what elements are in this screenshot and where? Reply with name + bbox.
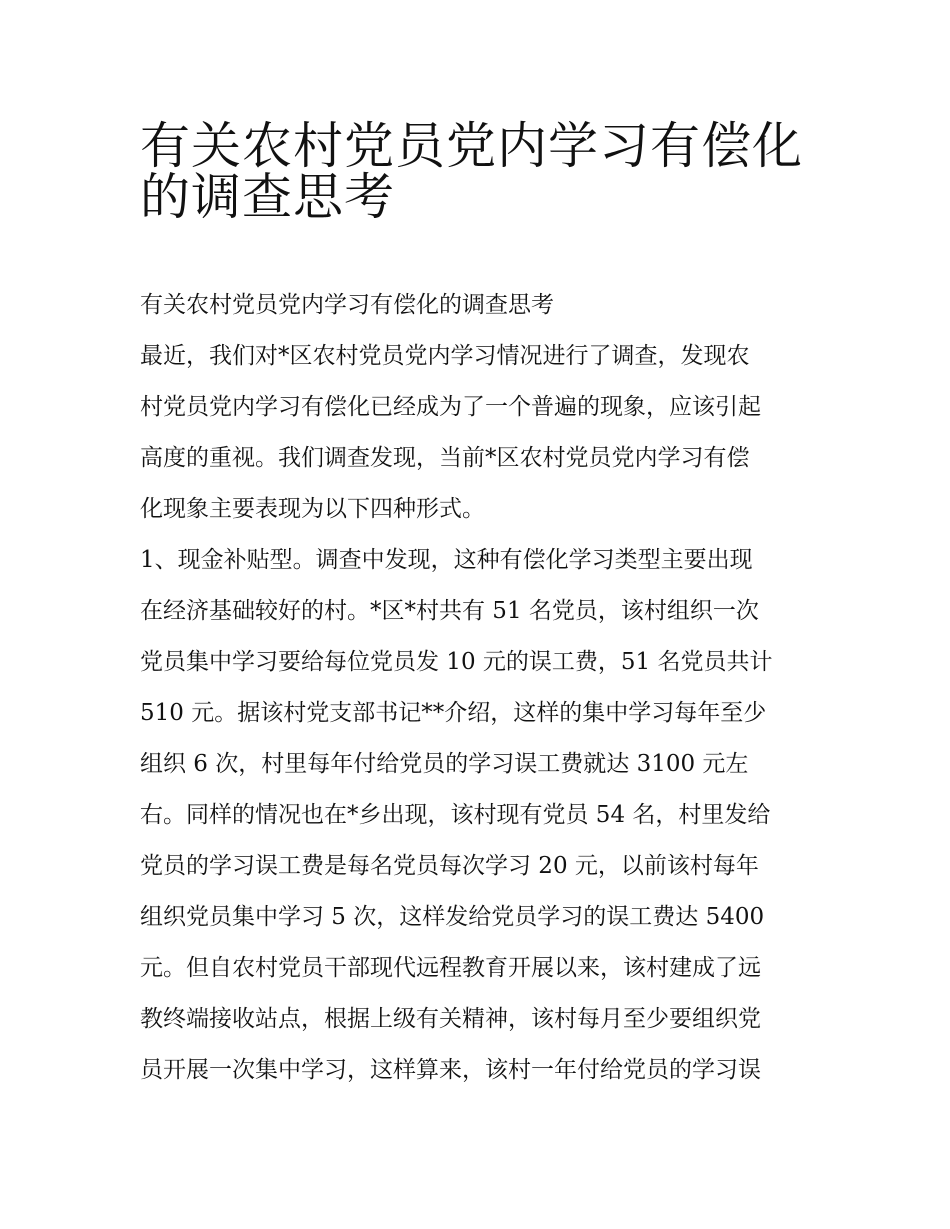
body-line: 化现象主要表现为以下四种形式。 xyxy=(140,496,485,522)
document-body xyxy=(140,280,820,1096)
body-line: 党员集中学习要给每位党员发 10 元的误工费，51 名党员共计 xyxy=(140,649,773,675)
title-line: 的调查思考 xyxy=(140,168,395,226)
body-line: 村党员党内学习有偿化已经成为了一个普遍的现象，应该引起 xyxy=(140,394,761,420)
document-title xyxy=(140,108,820,226)
body-line: 1、现金补贴型。调查中发现，这种有偿化学习类型主要出现 xyxy=(140,547,753,573)
body-line: 元。但自农村党员干部现代远程教育开展以来，该村建成了远 xyxy=(140,955,761,981)
body-line: 510 元。据该村党支部书记**介绍，这样的集中学习每年至少 xyxy=(140,700,767,726)
body-line: 在经济基础较好的村。*区*村共有 51 名党员，该村组织一次 xyxy=(140,598,759,624)
subtitle-line: 有关农村党员党内学习有偿化的调查思考 xyxy=(140,292,554,318)
title-line: 有关农村党员党内学习有偿化 xyxy=(140,117,803,175)
body-line: 最近，我们对*区农村党员党内学习情况进行了调查，发现农 xyxy=(140,343,750,369)
body-line: 党员的学习误工费是每名党员每次学习 20 元，以前该村每年 xyxy=(140,853,759,879)
body-line: 右。同样的情况也在*乡出现，该村现有党员 54 名，村里发给 xyxy=(140,802,771,828)
body-line: 组织 6 次，村里每年付给党员的学习误工费就达 3100 元左 xyxy=(140,751,749,777)
body-line: 高度的重视。我们调查发现，当前*区农村党员党内学习有偿 xyxy=(140,445,750,471)
body-line: 组织党员集中学习 5 次，这样发给党员学习的误工费达 5400 xyxy=(140,904,765,930)
body-line: 教终端接收站点，根据上级有关精神，该村每月至少要组织党 xyxy=(140,1006,761,1032)
body-line: 员开展一次集中学习，这样算来，该村一年付给党员的学习误 xyxy=(140,1057,761,1083)
